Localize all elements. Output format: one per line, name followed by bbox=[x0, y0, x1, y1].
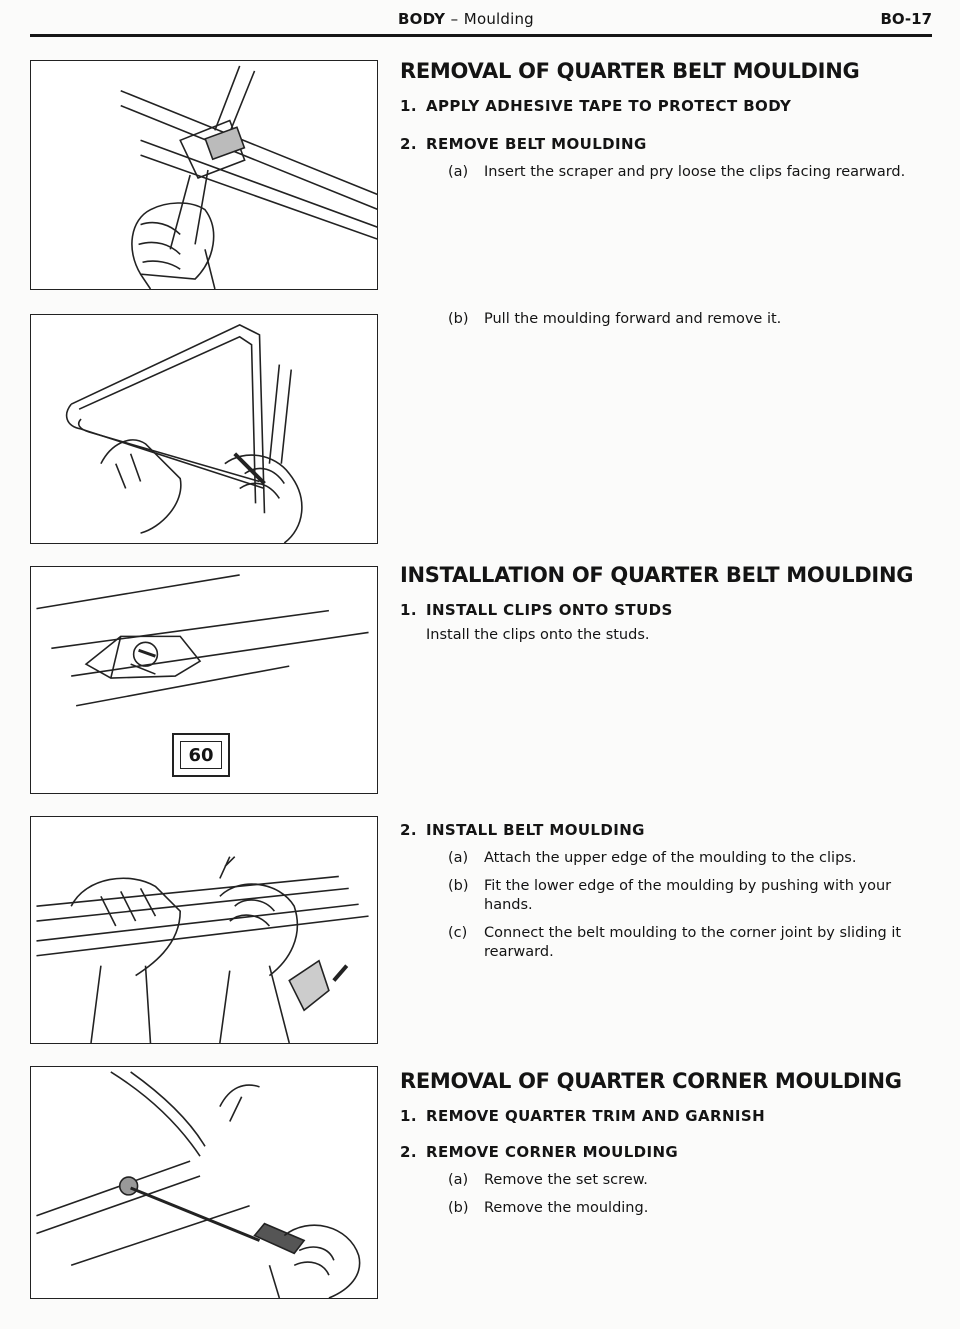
section-install-belt-step2 bbox=[400, 808, 940, 962]
torque-stamp-label: 60 bbox=[188, 744, 214, 766]
substep-tag: (b) bbox=[448, 311, 469, 327]
substep-text: Attach the upper edge of the moulding to the clips. bbox=[484, 850, 857, 866]
section-removal-corner bbox=[400, 1068, 940, 1218]
torque-stamp bbox=[172, 733, 230, 777]
step-number: 2. bbox=[400, 821, 417, 839]
substep-text: Connect the belt moulding to the corner joint by sliding it rearward. bbox=[484, 925, 902, 960]
step-note: Install the clips onto the studs. bbox=[426, 627, 650, 643]
step-2 bbox=[400, 820, 940, 840]
substep-tag: (c) bbox=[448, 925, 468, 941]
pull-moulding-illustration bbox=[31, 315, 377, 543]
substep-b-pull bbox=[400, 310, 940, 329]
step-number: 1. bbox=[400, 601, 417, 619]
step-1 bbox=[400, 1106, 940, 1126]
step-text: INSTALL BELT MOULDING bbox=[426, 821, 645, 839]
step-number: 1. bbox=[400, 1107, 417, 1125]
step-number: 1. bbox=[400, 97, 417, 115]
substep-tag: (b) bbox=[448, 1200, 469, 1216]
header-dash: – bbox=[450, 10, 459, 28]
page-header bbox=[30, 6, 932, 34]
substep-text: Pull the moulding forward and remove it. bbox=[484, 311, 782, 327]
section-title: REMOVAL OF QUARTER CORNER MOULDING bbox=[400, 1069, 902, 1093]
header-rule bbox=[30, 34, 932, 37]
header-title bbox=[398, 10, 534, 28]
substep-text: Insert the scraper and pry loose the clips facing rearward. bbox=[484, 164, 906, 180]
step-1 bbox=[400, 96, 940, 116]
step-1 bbox=[400, 600, 940, 620]
step-2 bbox=[400, 134, 940, 154]
step-text: REMOVE QUARTER TRIM AND GARNISH bbox=[426, 1107, 766, 1125]
install-moulding-illustration bbox=[31, 817, 377, 1043]
section-removal-belt bbox=[400, 58, 940, 182]
figure-set-screw bbox=[30, 1066, 378, 1299]
figure-scraper-pry bbox=[30, 60, 378, 290]
substep-c bbox=[400, 924, 929, 962]
substep-tag: (a) bbox=[448, 1172, 469, 1188]
step-text: INSTALL CLIPS ONTO STUDS bbox=[426, 601, 673, 619]
substep-a bbox=[400, 1171, 940, 1190]
section-install-belt bbox=[400, 562, 940, 645]
section-title: REMOVAL OF QUARTER BELT MOULDING bbox=[400, 59, 860, 83]
step-2 bbox=[400, 1142, 940, 1162]
section-title: INSTALLATION OF QUARTER BELT MOULDING bbox=[400, 563, 914, 587]
substep-b bbox=[400, 310, 940, 329]
substep-tag: (a) bbox=[448, 164, 469, 180]
substep-b bbox=[400, 877, 929, 915]
page-number: BO-17 bbox=[880, 10, 932, 28]
scraper-illustration bbox=[31, 61, 377, 289]
figure-install-moulding bbox=[30, 816, 378, 1044]
set-screw-illustration bbox=[31, 1067, 377, 1298]
substep-text: Fit the lower edge of the moulding by pushing with your hands. bbox=[484, 878, 892, 913]
header-subtitle: Moulding bbox=[463, 10, 534, 28]
step-number: 2. bbox=[400, 1143, 417, 1161]
figure-pull-moulding bbox=[30, 314, 378, 544]
substep-b bbox=[400, 1199, 940, 1218]
substep-a bbox=[400, 163, 929, 182]
substep-text: Remove the moulding. bbox=[484, 1200, 649, 1216]
step-number: 2. bbox=[400, 135, 417, 153]
substep-a bbox=[400, 849, 944, 868]
header-section: BODY bbox=[398, 10, 446, 28]
step-text: APPLY ADHESIVE TAPE TO PROTECT BODY bbox=[426, 97, 792, 115]
step-text: REMOVE BELT MOULDING bbox=[426, 135, 647, 153]
substep-tag: (a) bbox=[448, 850, 469, 866]
substep-tag: (b) bbox=[448, 878, 469, 894]
substep-text: Remove the set screw. bbox=[484, 1172, 648, 1188]
figure-install-clip bbox=[30, 566, 378, 794]
step-text: REMOVE CORNER MOULDING bbox=[426, 1143, 679, 1161]
